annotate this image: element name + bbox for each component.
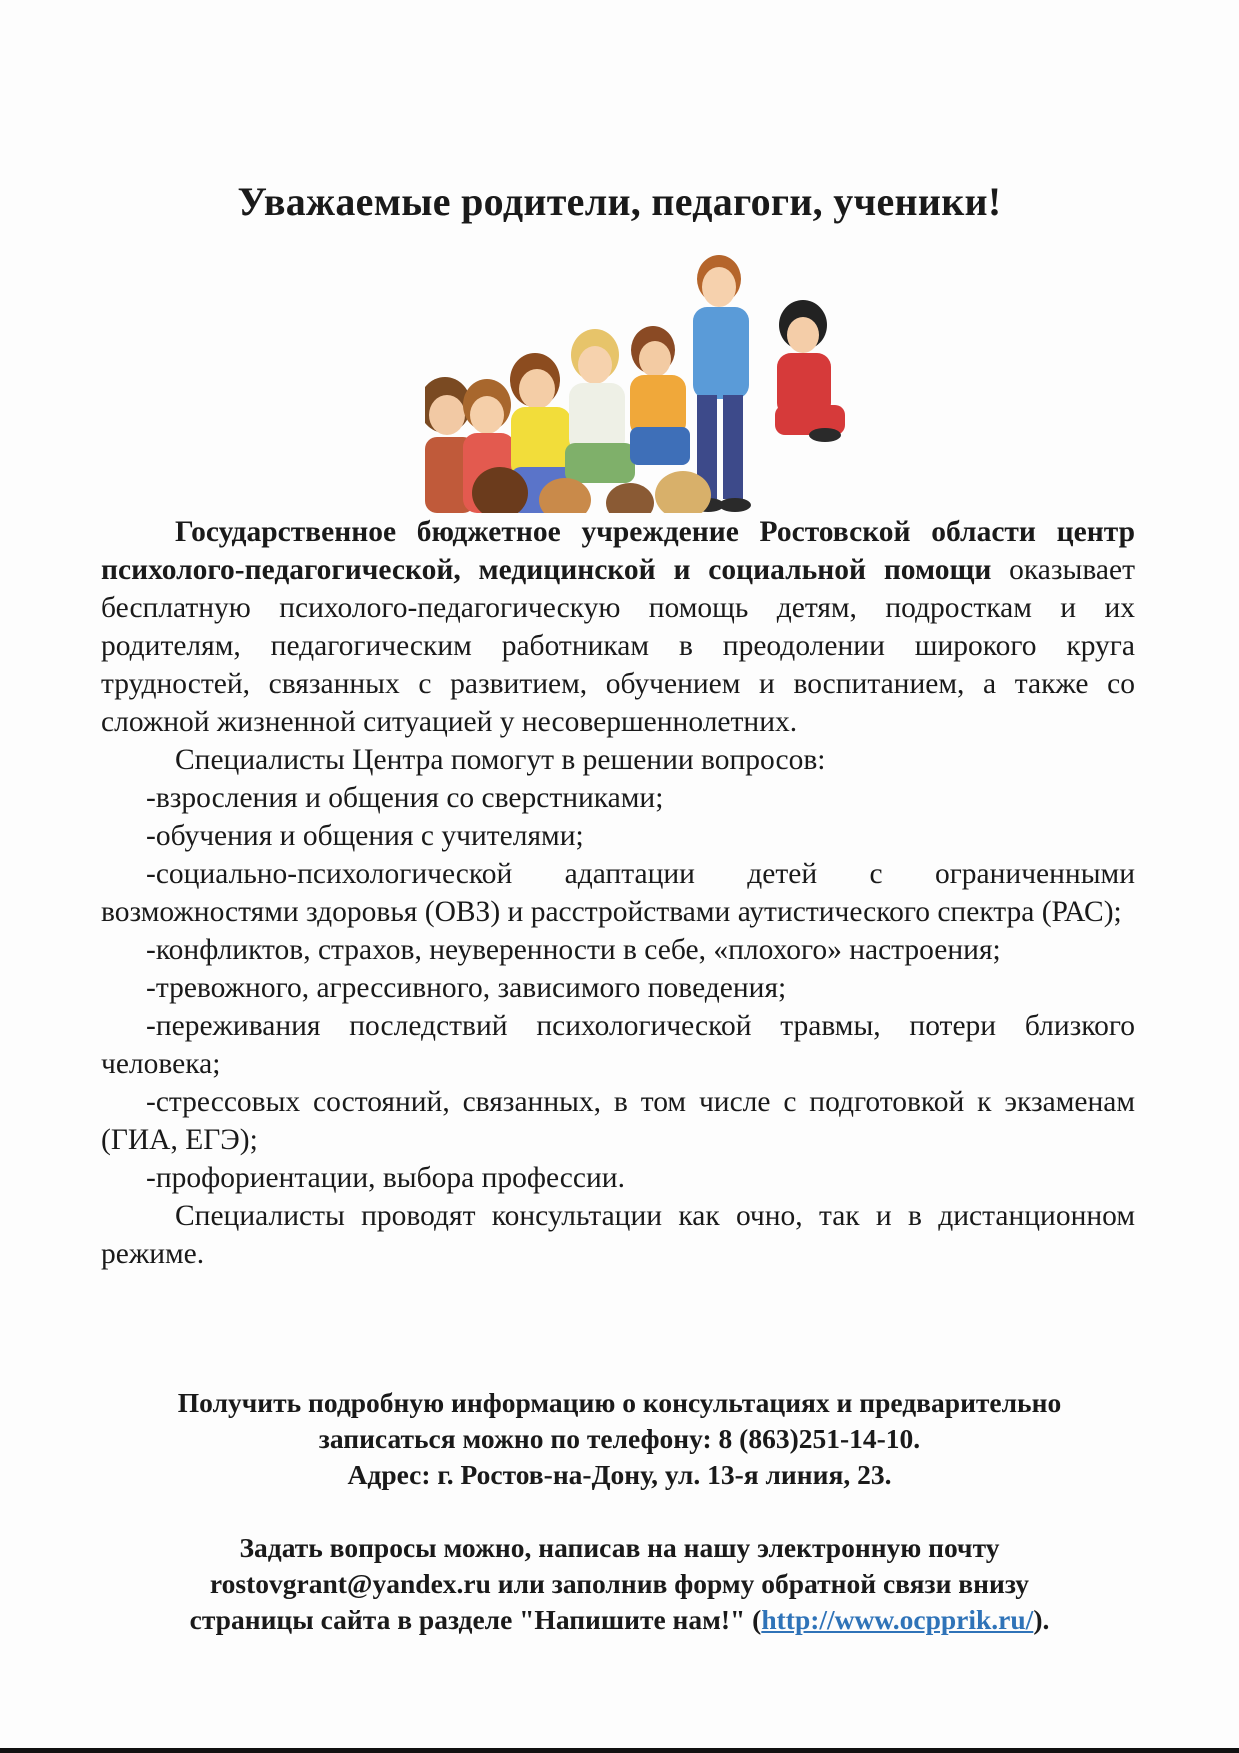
email-line-3-before: страницы сайта в разделе "Напишите нам!" (	[189, 1604, 762, 1635]
list-item: -тревожного, агрессивного, зависимого поведения;	[146, 972, 787, 1004]
email-line-2: rostovgrant@yandex.ru или заполнив форму обратной связи внизу	[209, 1568, 1030, 1599]
email-line-1: Задать вопросы можно, написав на нашу электронную почту	[239, 1532, 1000, 1563]
website-link[interactable]: http://www.ocpprik.ru/	[761, 1604, 1034, 1635]
page-title: Уважаемые родители, педагоги, ученики!	[237, 179, 1002, 224]
list-item: -взросления и общения со сверстниками;	[146, 782, 664, 814]
main-text	[101, 513, 1135, 1273]
intro-paragraph	[101, 513, 1135, 741]
contact-block	[60, 1385, 1179, 1493]
children-group-illustration	[425, 255, 853, 513]
child-figure-5	[630, 326, 690, 465]
intro-rest: оказывает бесплатную психолого-педагогическую помощь детям, подросткам и их родителям, педагогическим работникам в преодолении широкого круга трудностей, связанных с развитием, обучением и воспитанием, а также со сложной жизненной ситуацией у несовершеннолетних.	[101, 554, 1135, 738]
contact-address: Адрес: г. Ростов-на-Дону, ул. 13-я линия, 23.	[347, 1459, 892, 1490]
org-name: Государственное бюджетное учреждение Ростовской области центр психолого-педагогической, медицинской и социальной помощи	[101, 516, 1135, 586]
list-item: -социально-психологической адаптации детей с ограниченными возможностями здоровья (ОВЗ) и расстройствами аутистического спектра (РАС);	[101, 858, 1135, 928]
list-item: -профориентации, выбора профессии.	[146, 1162, 625, 1194]
contact-phone: записаться можно по телефону: 8 (863)251-14-10.	[318, 1423, 921, 1454]
scan-edge-divider	[0, 1748, 1239, 1753]
email-block	[60, 1530, 1179, 1638]
list-item: -стрессовых состояний, связанных, в том числе с подготовкой к экзаменам (ГИА, ЕГЭ);	[101, 1086, 1135, 1156]
child-figure-6	[775, 300, 845, 442]
specialists-intro: Специалисты Центра помогут в решении вопросов:	[175, 744, 826, 776]
list-item: -переживания последствий психологической травмы, потери близкого человека;	[101, 1010, 1135, 1080]
child-figure-standing	[692, 255, 751, 512]
consult-note: Специалисты проводят консультации как очно, так и в дистанционном режиме.	[101, 1200, 1135, 1270]
list-item: -конфликтов, страхов, неуверенности в себе, «плохого» настроения;	[146, 934, 1001, 966]
list-item: -обучения и общения с учителями;	[146, 820, 584, 852]
child-figure-4	[565, 329, 635, 483]
email-line-3-after: ).	[1033, 1604, 1050, 1635]
email-line-3	[60, 1602, 1179, 1638]
contact-line-1: Получить подробную информацию о консультациях и предварительно	[177, 1387, 1062, 1418]
